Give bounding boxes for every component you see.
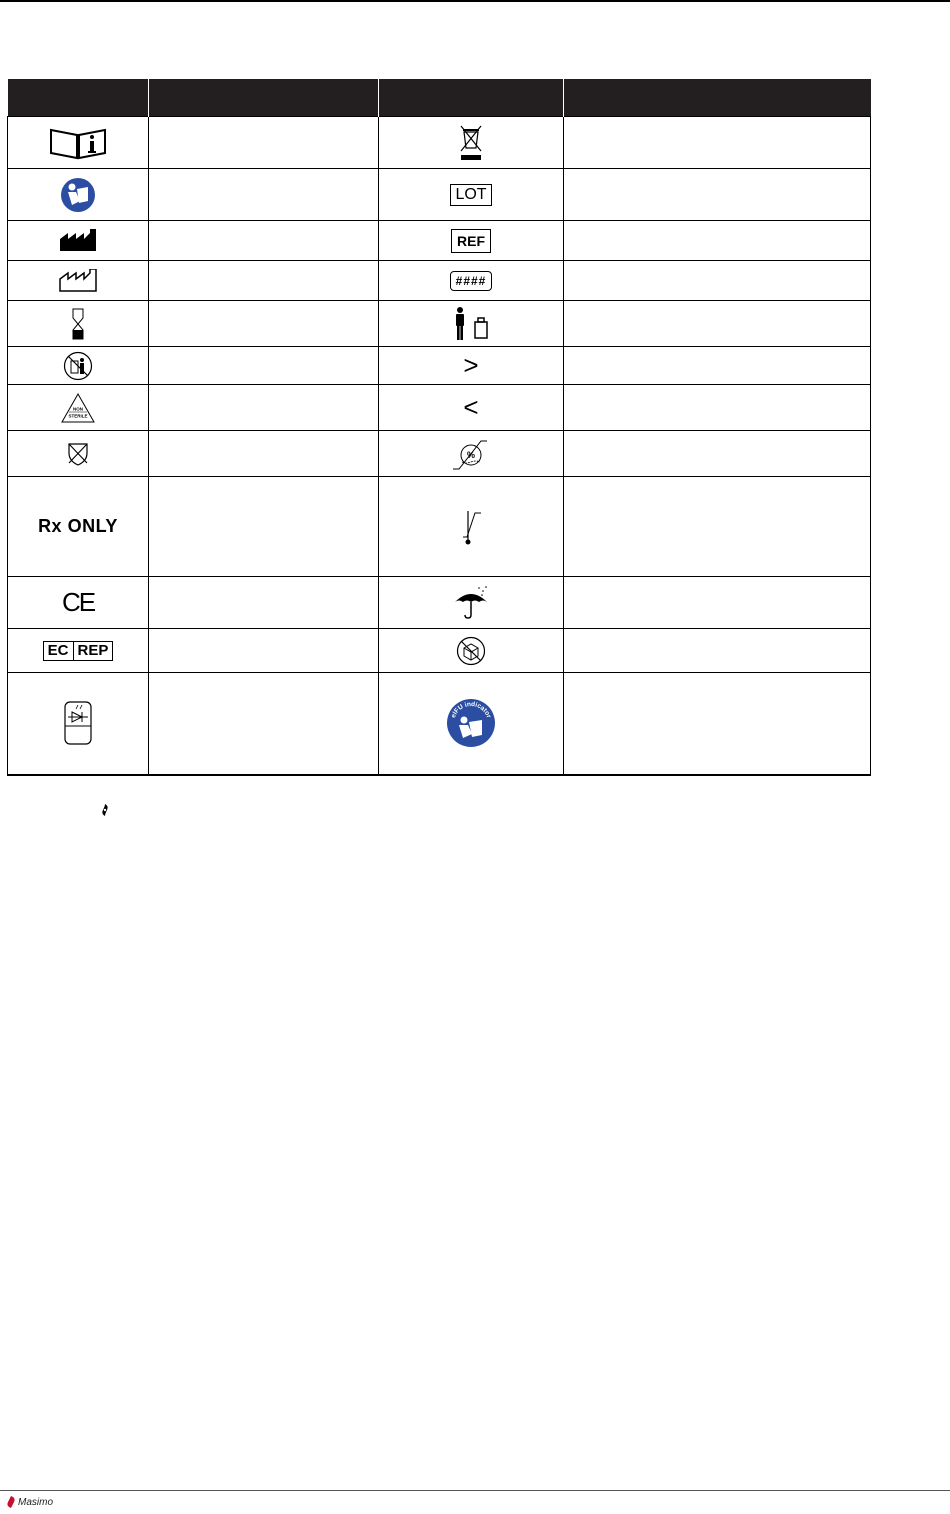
manufacturer-icon [58,229,98,253]
table-row [8,477,871,577]
ec-rep-icon [43,641,114,661]
latex-free-icon [66,441,90,467]
description-cell [564,117,871,169]
description-cell [564,673,871,775]
rx-only-icon: Rx ONLY [38,516,118,536]
temperature-limit-icon [459,507,483,547]
description-cell [564,261,871,301]
header-symbol-1 [8,79,149,117]
description-cell [149,221,379,261]
table-row [8,347,871,385]
svg-text:eIFU indicator: eIFU indicator [449,701,493,720]
svg-text:NON: NON [73,406,83,411]
table-row [8,117,871,169]
keep-dry-umbrella-icon [453,586,489,620]
bottom-rule [0,1490,950,1491]
table-row [8,577,871,629]
greater-than-icon: > [463,350,479,380]
single-patient-use-icon [63,351,93,381]
description-cell [564,577,871,629]
header-symbol-2 [379,79,564,117]
table-row [8,431,871,477]
svg-text:%: % [466,449,476,460]
table-row [8,169,871,221]
table-row [8,385,871,431]
serial-number-icon: #### [450,271,493,291]
description-cell [564,347,871,385]
description-cell [564,477,871,577]
non-sterile-icon [60,392,96,424]
svg-text:STERILE: STERILE [68,413,88,418]
ec-rep-ec: EC [47,641,69,659]
description-cell [149,301,379,347]
table-row [8,221,871,261]
description-cell [149,577,379,629]
masimo-logo-icon [6,1496,16,1508]
header-description-2 [564,79,871,117]
weight-patient-icon [453,306,489,342]
follow-instructions-icon [60,177,96,213]
humidity-limitation-icon [451,435,491,473]
description-cell [149,477,379,577]
less-than-icon: < [463,392,479,422]
table-header-row [8,79,871,117]
table-row [8,301,871,347]
description-cell [564,169,871,221]
description-cell [149,169,379,221]
masimo-footnote-icon [100,803,110,817]
lot-icon: LOT [450,184,491,206]
light-emitting-diode-icon [63,700,93,746]
description-cell [149,117,379,169]
description-cell [564,301,871,347]
table-row [8,673,871,775]
description-cell [149,347,379,385]
ce-mark-icon: CE [61,587,95,617]
instructions-info-icon [49,126,107,160]
table-row [8,629,871,673]
ref-icon: REF [451,229,491,253]
description-cell [564,221,871,261]
table-row [8,261,871,301]
header-description-1 [149,79,379,117]
masimo-logo [6,1496,53,1508]
description-cell [149,629,379,673]
do-not-use-damaged-package-icon [456,636,486,666]
description-cell [149,261,379,301]
description-cell [149,385,379,431]
weee-crossed-bin-icon [458,124,484,162]
description-cell [149,673,379,775]
ec-rep-rep: REP [73,642,113,660]
description-cell [564,385,871,431]
masimo-logo-text: Masimo [18,1496,54,1508]
symbols-table [7,79,871,776]
description-cell [564,629,871,673]
use-by-hourglass-icon [71,308,85,340]
efu-indicator-icon [446,698,496,748]
top-rule [0,0,950,2]
description-cell [149,431,379,477]
date-of-manufacture-icon [58,269,98,293]
description-cell [564,431,871,477]
